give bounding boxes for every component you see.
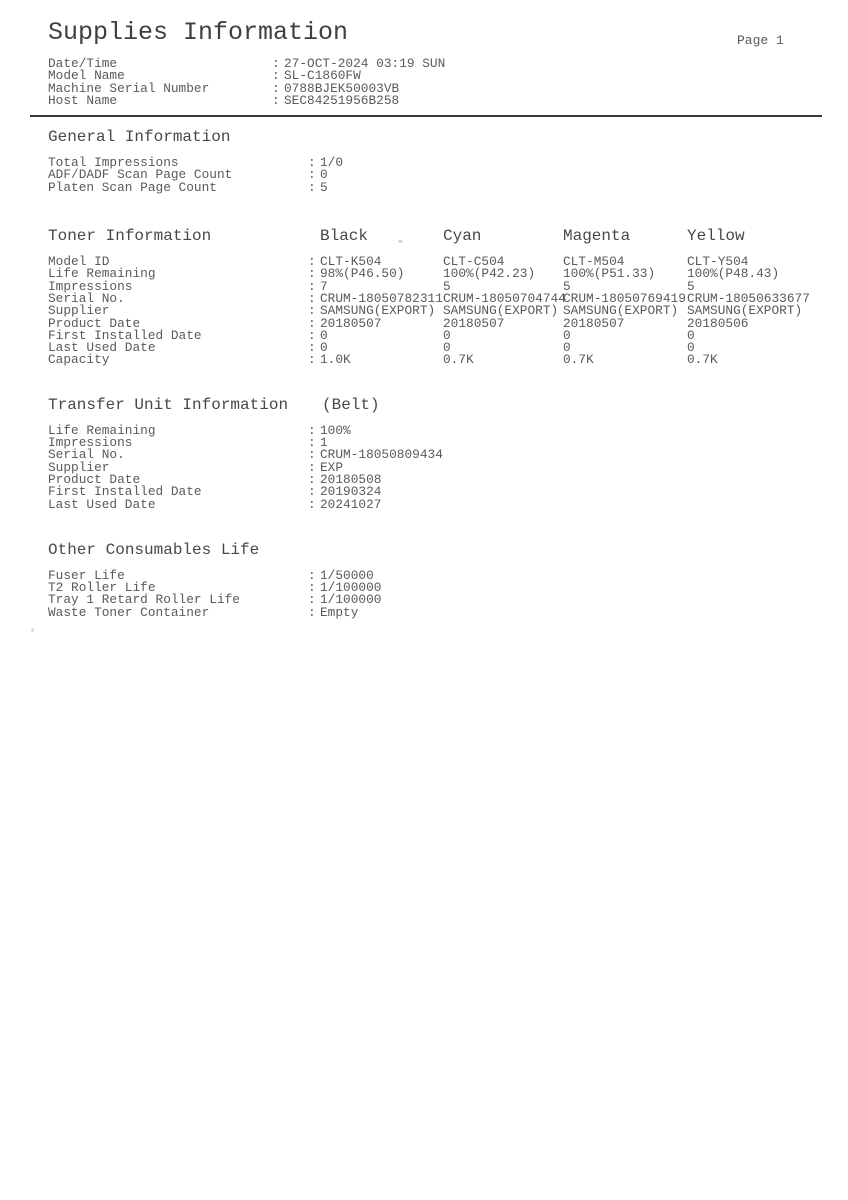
- field-label: Model Name: [48, 68, 125, 84]
- cell-cyan: 0: [443, 327, 451, 343]
- toner-header-row: [48, 228, 822, 245]
- page-number: Page 1: [737, 33, 784, 48]
- general-rows: [48, 157, 822, 194]
- cell-magenta: CLT-M504: [563, 254, 625, 270]
- field-value: 1: [320, 435, 328, 451]
- cell-cyan: SAMSUNG(EXPORT): [443, 303, 559, 319]
- header-divider: [30, 115, 822, 117]
- field-label: T2 Roller Life: [48, 580, 156, 596]
- cell-magenta: 0: [563, 340, 571, 356]
- field-label: Tray 1 Retard Roller Life: [48, 592, 240, 608]
- field-value: 27-OCT-2024 03:19 SUN: [284, 56, 446, 71]
- field-value: SL-C1860FW: [284, 68, 361, 84]
- field-label: ADF/DADF Scan Page Count: [48, 167, 233, 183]
- cell-black: 7: [320, 278, 328, 294]
- cell-black: CRUM-18050782311: [320, 290, 443, 306]
- toner-row: [48, 327, 822, 343]
- field-colon: :: [308, 179, 316, 195]
- field-colon: :: [308, 567, 316, 583]
- field-label: Product Date: [48, 471, 141, 487]
- field-colon: :: [308, 604, 316, 620]
- field-label: Serial No.: [48, 447, 125, 463]
- toner-row: [48, 268, 822, 280]
- field-colon: :: [308, 340, 316, 356]
- device-info-block: [48, 58, 822, 107]
- toner-column-header-yellow: Yellow: [687, 227, 745, 246]
- field-label: Supplier: [48, 303, 110, 319]
- field-row: [48, 486, 822, 498]
- cell-magenta: 0.7K: [563, 352, 594, 368]
- cell-black: 98%(P46.50): [320, 266, 405, 282]
- field-row: [48, 179, 822, 195]
- field-label: Impressions: [48, 278, 133, 294]
- cell-cyan: 100%(P42.23): [443, 266, 536, 282]
- field-colon: :: [308, 496, 316, 512]
- toner-column-header-cyan: Cyan: [443, 227, 482, 246]
- field-value: 0: [320, 167, 328, 183]
- cell-cyan: 20180507: [443, 315, 505, 331]
- field-colon: :: [308, 327, 316, 343]
- field-colon: :: [308, 266, 316, 282]
- field-row: [48, 449, 822, 461]
- field-value: SEC84251956B258: [284, 92, 400, 108]
- field-label: Fuser Life: [48, 567, 125, 583]
- field-label: Host Name: [48, 92, 118, 108]
- cell-cyan: 0.7K: [443, 352, 474, 368]
- toner-row: [48, 354, 822, 366]
- cell-cyan: CRUM-18050704744: [443, 290, 566, 306]
- section-title: Transfer Unit Information: [48, 395, 289, 414]
- field-label: First Installed Date: [48, 327, 202, 343]
- header-field-row: [48, 92, 822, 108]
- field-value: 1/50000: [320, 567, 374, 583]
- field-label: Supplier: [48, 459, 110, 475]
- scan-artifact: [398, 240, 403, 243]
- field-colon: :: [308, 484, 316, 500]
- field-label: Last Used Date: [48, 496, 156, 512]
- field-label: Model ID: [48, 254, 110, 270]
- cell-black: 1.0K: [320, 352, 351, 368]
- report-content: [48, 20, 822, 619]
- header-field-row: [48, 58, 822, 70]
- field-row: [48, 459, 822, 475]
- field-value: 20190324: [320, 484, 382, 500]
- field-value: 1/100000: [320, 592, 382, 608]
- field-value: EXP: [320, 459, 344, 475]
- field-label: Impressions: [48, 435, 133, 451]
- field-colon: :: [308, 315, 316, 331]
- toner-rows: [48, 256, 822, 367]
- cell-yellow: 0.7K: [687, 352, 718, 368]
- field-colon: :: [308, 155, 316, 171]
- cell-cyan: 0: [443, 340, 451, 356]
- field-value: 5: [320, 179, 328, 195]
- field-value: 20241027: [320, 496, 382, 512]
- field-label: Life Remaining: [48, 266, 156, 282]
- field-colon: :: [272, 80, 280, 96]
- section-transfer-unit: [48, 397, 822, 511]
- section-title: Toner Information: [48, 227, 212, 246]
- field-value: 100%: [320, 422, 351, 438]
- cell-yellow: 5: [687, 278, 695, 294]
- field-label: Platen Scan Page Count: [48, 179, 217, 195]
- toner-column-header-magenta: Magenta: [563, 227, 631, 246]
- field-label: Life Remaining: [48, 422, 156, 438]
- cell-yellow: 0: [687, 340, 695, 356]
- field-colon: :: [308, 435, 316, 451]
- field-label: First Installed Date: [48, 484, 202, 500]
- field-row: [48, 496, 822, 512]
- cell-cyan: 5: [443, 278, 451, 294]
- field-value: CRUM-18050809434: [320, 447, 443, 463]
- cell-magenta: 100%(P51.33): [563, 266, 656, 282]
- cell-magenta: SAMSUNG(EXPORT): [563, 303, 679, 319]
- field-label: Machine Serial Number: [48, 80, 210, 96]
- cell-cyan: CLT-C504: [443, 254, 505, 270]
- field-colon: :: [308, 290, 316, 306]
- field-colon: :: [272, 68, 280, 84]
- field-colon: :: [308, 167, 316, 183]
- field-value: 1/100000: [320, 580, 382, 596]
- field-colon: :: [308, 303, 316, 319]
- transfer-header-row: [48, 397, 822, 414]
- field-colon: :: [308, 422, 316, 438]
- field-colon: :: [308, 352, 316, 368]
- field-label: Serial No.: [48, 290, 125, 306]
- cell-yellow: 100%(P48.43): [687, 266, 780, 282]
- transfer-subtitle: (Belt): [322, 395, 380, 414]
- cell-magenta: CRUM-18050769419: [563, 290, 686, 306]
- field-label: Waste Toner Container: [48, 604, 210, 620]
- cell-black: 0: [320, 327, 328, 343]
- transfer-rows: [48, 422, 822, 512]
- field-label: Product Date: [48, 315, 141, 331]
- field-value: Empty: [320, 604, 359, 620]
- field-label: Total Impressions: [48, 155, 179, 171]
- field-colon: :: [308, 471, 316, 487]
- section-title: Other Consumables Life: [48, 540, 260, 559]
- cell-black: 20180507: [320, 315, 382, 331]
- cell-yellow: 0: [687, 327, 695, 343]
- cell-magenta: 20180507: [563, 315, 625, 331]
- section-toner: [48, 228, 822, 367]
- cell-black: 0: [320, 340, 328, 356]
- field-colon: :: [308, 254, 316, 270]
- cell-black: SAMSUNG(EXPORT): [320, 303, 436, 319]
- section-other-consumables: [48, 542, 822, 619]
- cell-yellow: 20180506: [687, 315, 749, 331]
- page-title: Supplies Information: [48, 18, 349, 47]
- cell-magenta: 0: [563, 327, 571, 343]
- cell-magenta: 5: [563, 278, 571, 294]
- cell-black: CLT-K504: [320, 254, 382, 270]
- field-colon: :: [308, 580, 316, 596]
- scan-artifact: [31, 628, 34, 632]
- field-colon: :: [272, 92, 280, 108]
- field-row: [48, 567, 822, 583]
- field-colon: :: [272, 56, 280, 71]
- toner-column-header-black: Black: [320, 227, 369, 246]
- field-value: 0788BJEK50003VB: [284, 80, 400, 96]
- consumables-rows: [48, 567, 822, 620]
- field-row: [48, 422, 822, 438]
- section-general: [48, 129, 822, 194]
- field-colon: :: [308, 459, 316, 475]
- field-value: 1/0: [320, 155, 344, 171]
- field-label: Last Used Date: [48, 340, 156, 356]
- cell-yellow: SAMSUNG(EXPORT): [687, 303, 803, 319]
- field-row: [48, 604, 822, 620]
- field-colon: :: [308, 278, 316, 294]
- cell-yellow: CRUM-18050633677: [687, 290, 810, 306]
- field-value: 20180508: [320, 471, 382, 487]
- cell-yellow: CLT-Y504: [687, 254, 749, 270]
- field-colon: :: [308, 447, 316, 463]
- field-label: Date/Time: [48, 56, 118, 71]
- field-colon: :: [308, 592, 316, 608]
- header-field-row: [48, 80, 822, 96]
- scan-artifact: [709, 299, 712, 301]
- field-label: Capacity: [48, 352, 110, 368]
- section-title: General Information: [48, 128, 231, 147]
